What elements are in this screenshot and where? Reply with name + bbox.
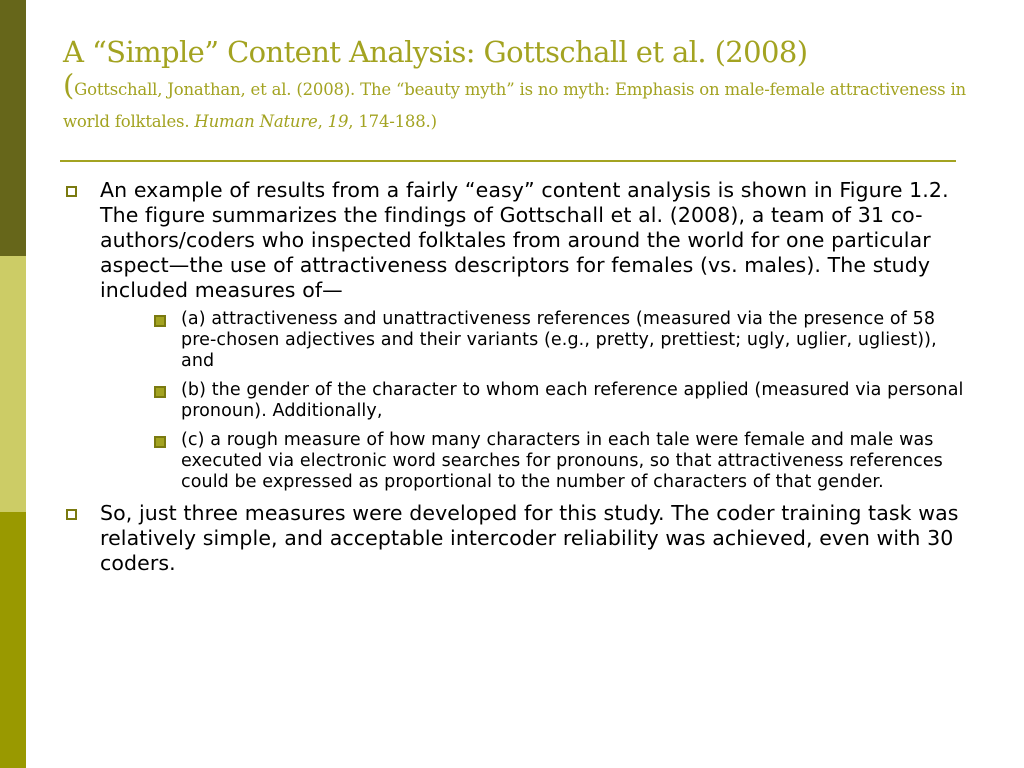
- sub-bullet-list: [100, 309, 964, 493]
- sub-bullet-text: (c) a rough measure of how many characters in each tale were female and male was executed via electronic word searches for pronouns, so that attractiveness references could be expressed as proportional to the number of characters of that gender.: [181, 430, 943, 492]
- bullet-item-1: [64, 178, 964, 493]
- side-bar-mid-segment: [0, 512, 26, 768]
- sub-bullet-item-a: [100, 309, 964, 372]
- sub-bullet-item-c: [100, 430, 964, 493]
- filled-square-bullet-icon: [154, 315, 166, 327]
- sub-bullet-text: (b) the gender of the character to whom each reference applied (measured via personal pronoun). Additionally,: [181, 380, 964, 421]
- side-accent-bar: [0, 0, 26, 768]
- side-bar-dark-segment: [0, 0, 26, 256]
- slide-body: [64, 178, 964, 580]
- sub-bullet-text: (a) attractiveness and unattractiveness references (measured via the presence of 58 pre-chosen adjectives and their variants (e.g., pretty, prettiest; ugly, uglier, ugliest)), and: [181, 309, 937, 371]
- title-citation: [63, 68, 973, 138]
- citation-pages: , 174-188.): [348, 112, 437, 131]
- citation-text: Gottschall, Jonathan, et al. (2008). The “beauty myth” is no myth: Emphasis on male-female attractiveness in world folktales.: [63, 80, 966, 131]
- slide-title: [63, 30, 973, 138]
- filled-square-bullet-icon: [154, 386, 166, 398]
- title-open-paren: (: [63, 68, 75, 102]
- filled-square-bullet-icon: [154, 436, 166, 448]
- bullet-text: An example of results from a fairly “easy” content analysis is shown in Figure 1.2. The figure summarizes the findings of Gottschall et al. (2008), a team of 31 co-authors/coders who inspected folktales from around the world for one particular aspect—the use of attractiveness descriptors for females (vs. males). The study included measures of—: [100, 178, 949, 302]
- side-bar-light-segment: [0, 256, 26, 512]
- citation-volume: 19: [327, 112, 349, 131]
- citation-comma: ,: [317, 112, 328, 131]
- bullet-text: So, just three measures were developed for this study. The coder training task was relatively simple, and acceptable intercoder reliability was achieved, even with 30 coders.: [100, 501, 959, 575]
- title-divider: [60, 160, 956, 162]
- bullet-item-2: [64, 501, 964, 576]
- sub-bullet-item-b: [100, 380, 964, 422]
- citation-journal: Human Nature: [194, 112, 318, 131]
- hollow-square-bullet-icon: [66, 186, 77, 197]
- hollow-square-bullet-icon: [66, 509, 77, 520]
- title-main: A “Simple” Content Analysis: Gottschall et al. (2008): [63, 35, 808, 69]
